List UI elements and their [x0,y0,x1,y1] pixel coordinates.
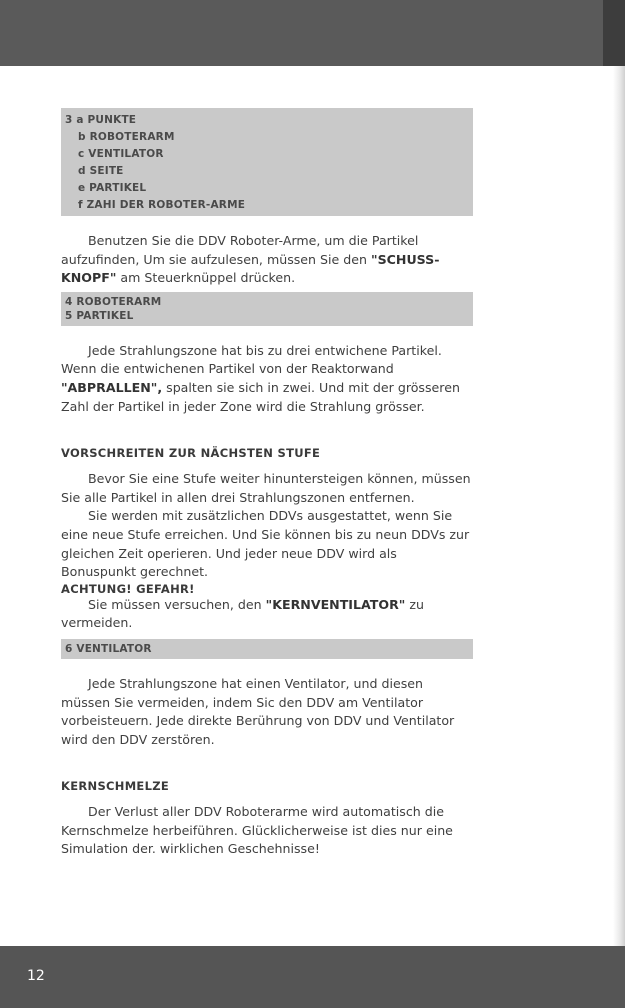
emphasis-text: "SCHUSS-KNOPF" [61,251,440,286]
legend-line: 4 ROBOTERARM [65,295,162,308]
manual-page-content [61,108,473,859]
paragraph-text: Benutzen Sie die DDV Roboter-Arme, um die Partikel aufzufinden, Um sie aufzulesen, müssen Sie den [61,233,419,267]
legend-line: 5 PARTIKEL [65,309,134,322]
paragraph-text: Jede Strahlungszone hat bis zu drei entwichene Partikel. Wenn die entwichenen Partikel von der Reaktorwand [61,342,442,377]
warning-title: ACHTUNG! GEFAHR! [61,581,195,596]
bottom-dark-band [0,946,625,1008]
paragraph-text: zu vermeiden. [61,596,424,631]
paragraph-text: spalten sie sich in zwei. Und mit der grösseren Zahl der Partikel in jeder Zone wird die Strahlung grösser. [61,379,460,414]
legend-box-4-5 [61,292,473,326]
legend-line: e PARTIKEL [78,182,147,194]
paragraph-advance: Bevor Sie eine Stufe weiter hinuntersteigen können, müssen Sie alle Partikel in allen drei Strahlungszonen entfernen. [61,471,471,505]
section-title-next-level: VORSCHREITEN ZUR NÄCHSTEN STUFE [61,446,321,461]
paragraph-extra-ddvs: Sie werden mit zusätzlichen DDVs ausgestattet, wenn Sie eine neue Stufe erreichen. Und Sie können bis zu neun DDVs zur gleichen Zeit operieren. Und jeder neue DDV wird als Bonuspunkt gerechnet. [61,508,470,580]
legend-line: d SEITE [78,165,124,177]
paragraph-particles [61,342,473,416]
paragraph-robot-arms [61,232,473,288]
legend-line: 6 VENTILATOR [65,642,152,655]
legend-line: b ROBOTERARM [78,131,175,143]
page-edge-shadow [613,66,625,946]
legend-box-6 [61,639,473,659]
legend-line: 3 a PUNKTE [65,114,137,126]
paragraph-text: Sie müssen versuchen, den [88,596,266,612]
emphasis-text: "ABPRALLEN", [61,379,163,395]
legend-line: f ZAHI DER ROBOTER-ARME [78,199,246,211]
paragraph-text: am Steuerknüppel drücken. [116,270,296,286]
legend-box-3 [61,108,473,216]
paragraph-core-fan [61,596,473,633]
paragraph-meltdown: Der Verlust aller DDV Roboterarme wird automatisch die Kernschmelze herbeiführen. Glücklicherweise ist dies nur eine Simulation der. wirklichen Geschehnisse! [61,804,453,857]
page-number: 12 [27,968,45,984]
emphasis-text: "KERNVENTILATOR" [265,596,406,612]
section-title-meltdown: KERNSCHMELZE [61,779,170,794]
paragraph-fan: Jede Strahlungszone hat einen Ventilator, und diesen müssen Sie vermeiden, indem Sic den DDV am Ventilator vorbeisteuern. Jede direkte Berührung von DDV und Ventilator wird den DDV zerstören. [61,675,455,747]
legend-line: c VENTILATOR [78,148,164,160]
top-dark-band [0,0,625,66]
